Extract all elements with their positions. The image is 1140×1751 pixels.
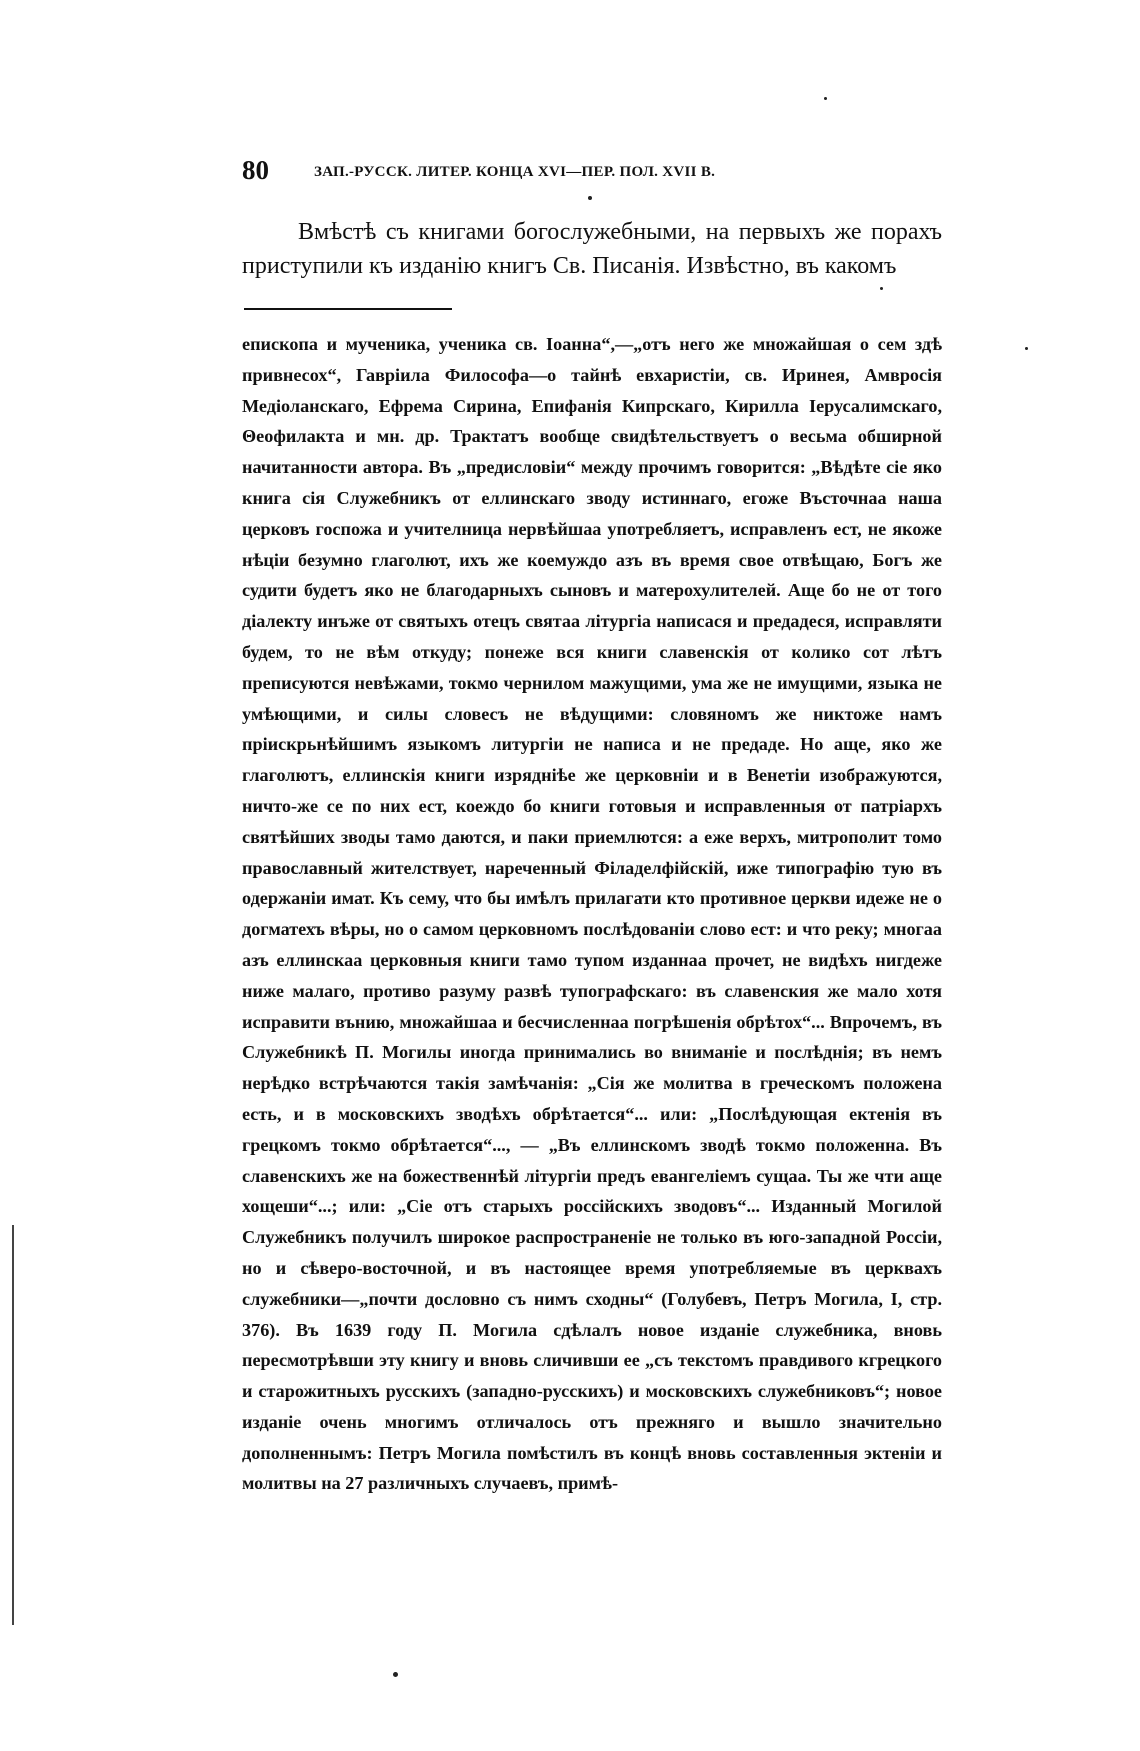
print-speck: [588, 196, 592, 200]
main-paragraph: Вмѣстѣ съ книгами богослужебными, на первыхъ же порахъ приступили къ изданію книгъ Св. Писанія. Извѣстно, въ какомъ: [242, 219, 942, 279]
print-speck: [880, 287, 883, 290]
running-title: ЗАП.-РУССК. ЛИТЕР. КОНЦА XVI—ПЕР. ПОЛ. XVII В.: [314, 164, 716, 180]
scan-edge-line: [12, 1225, 14, 1625]
print-speck: [1025, 347, 1028, 350]
print-speck: [824, 97, 827, 100]
page-number: 80: [242, 155, 269, 185]
print-speck: [393, 1672, 398, 1677]
footnote-text: епископа и мученика, ученика св. Іоанна“,—„отъ него же множайшая о сем здѣ привнесох“, Гавріила Философа—о тайнѣ евхаристіи, св. Иринея, Амвросія Медіоланскаго, Ефрема Сирина, Епифанія Кипрскаго, Кирилла Іерусалимскаго, Θеофилакта и мн. др. Трактатъ вообще свидѣтельствуетъ о весьма обширной начитанности автора. Въ „предисловіи“ между прочимъ говорится: „Вѣдѣте сіе яко книга сія Служебникъ от еллинскаго зводу истиннаго, егоже Въсточнаа наша церковъ госпожа и учителница нервѣйшаа употребляетъ, исправленъ ест, не якоже нѣціи безумно глаголют, ихъ же коемуждо азъ въ время свое отвѣщаю, Богъ же судити будетъ яко не благодарныхъ сыновъ и матерохулителей. Аще бо не от того діалекту инъже от святыхъ отецъ святаа літургіа написася и предадеся, исправляти будем, то не вѣм откуду; понеже вся книги славенскія от колико сот лѣтъ преписуются невѣжами, токмо чернилом мажущими, ума же не имущими, языка не умѣющими, и силы словесъ не вѣдущими: словяномъ же никтоже намъ пріискрьнѣйшимъ языкомъ литургіи не написа и не предаде. Но аще, яко же глаголютъ, еллинскія книги изрядніѣе же церковніи и в Венетіи изображуются, ничто-же се по них ест, коеждо бо книги готовыя и исправленныя от патріархъ святѣйших зводы тамо даются, и паки приемлются: а еже верхъ, митрополит томо православный жителствует, нареченный Філаделфійскій, иже типографію тую въ одержаніи имат. Къ сему, что бы имѣлъ прилагати кто противное церкви идеже не о догматехъ вѣры, но о самом церковномъ послѣдованіи слово ест: и что реку; многаа азъ еллинскаа церковныя книги тамо тупом изданнаа прочет, не видѣхъ нигдеже ниже малаго, противо разуму развѣ тупографскаго: въ славенския же мало хотя исправити вънию, множайшаа и бесчисленнаа погрѣшенія обрѣтох“... Впрочемъ, въ Служебникѣ П. Могилы иногда принимались во вниманіе и послѣднія; въ немъ нерѣдко встрѣчаются такія замѣчанія: „Сія же молитва в греческомъ положена есть, и в московскихъ зводѣхъ обрѣтается“... или: „Послѣдующая ектенія въ грецкомъ токмо обрѣтается“..., — „Въ еллинскомъ зводѣ токмо положенна. Въ славенскихъ же на божественнѣй літургіи предъ евангеліемъ сущаа. Ты же чти аще хощеши“...; или: „Сіе отъ старыхъ россійскихъ зводовъ“... Изданный Могилой Служебникъ получилъ широкое распространеніе не только въ юго-западной Россіи, но и сѣверо-восточной, и въ настоящее время употребляемые въ церквахъ служебники—„почти дословно съ нимъ сходны“ (Голубевъ, Петръ Могила, I, стр. 376). Въ 1639 году П. Могила сдѣлалъ новое изданіе служебника, вновь пересмотрѣвши эту книгу и вновь сличивши ее „съ текстомъ правдивого кгрецкого и старожитныхъ русскихъ (западно-русскихъ) и московскихъ служебниковъ“; новое изданіе очень многимъ отличалось отъ прежняго и вышло значительно дополненнымъ: Петръ Могила помѣстилъ въ концѣ вновь составленныя эктеніи и молитвы на 27 различныхъ случаевъ, примѣ-: [242, 334, 942, 1494]
footnote-separator: [244, 308, 452, 310]
